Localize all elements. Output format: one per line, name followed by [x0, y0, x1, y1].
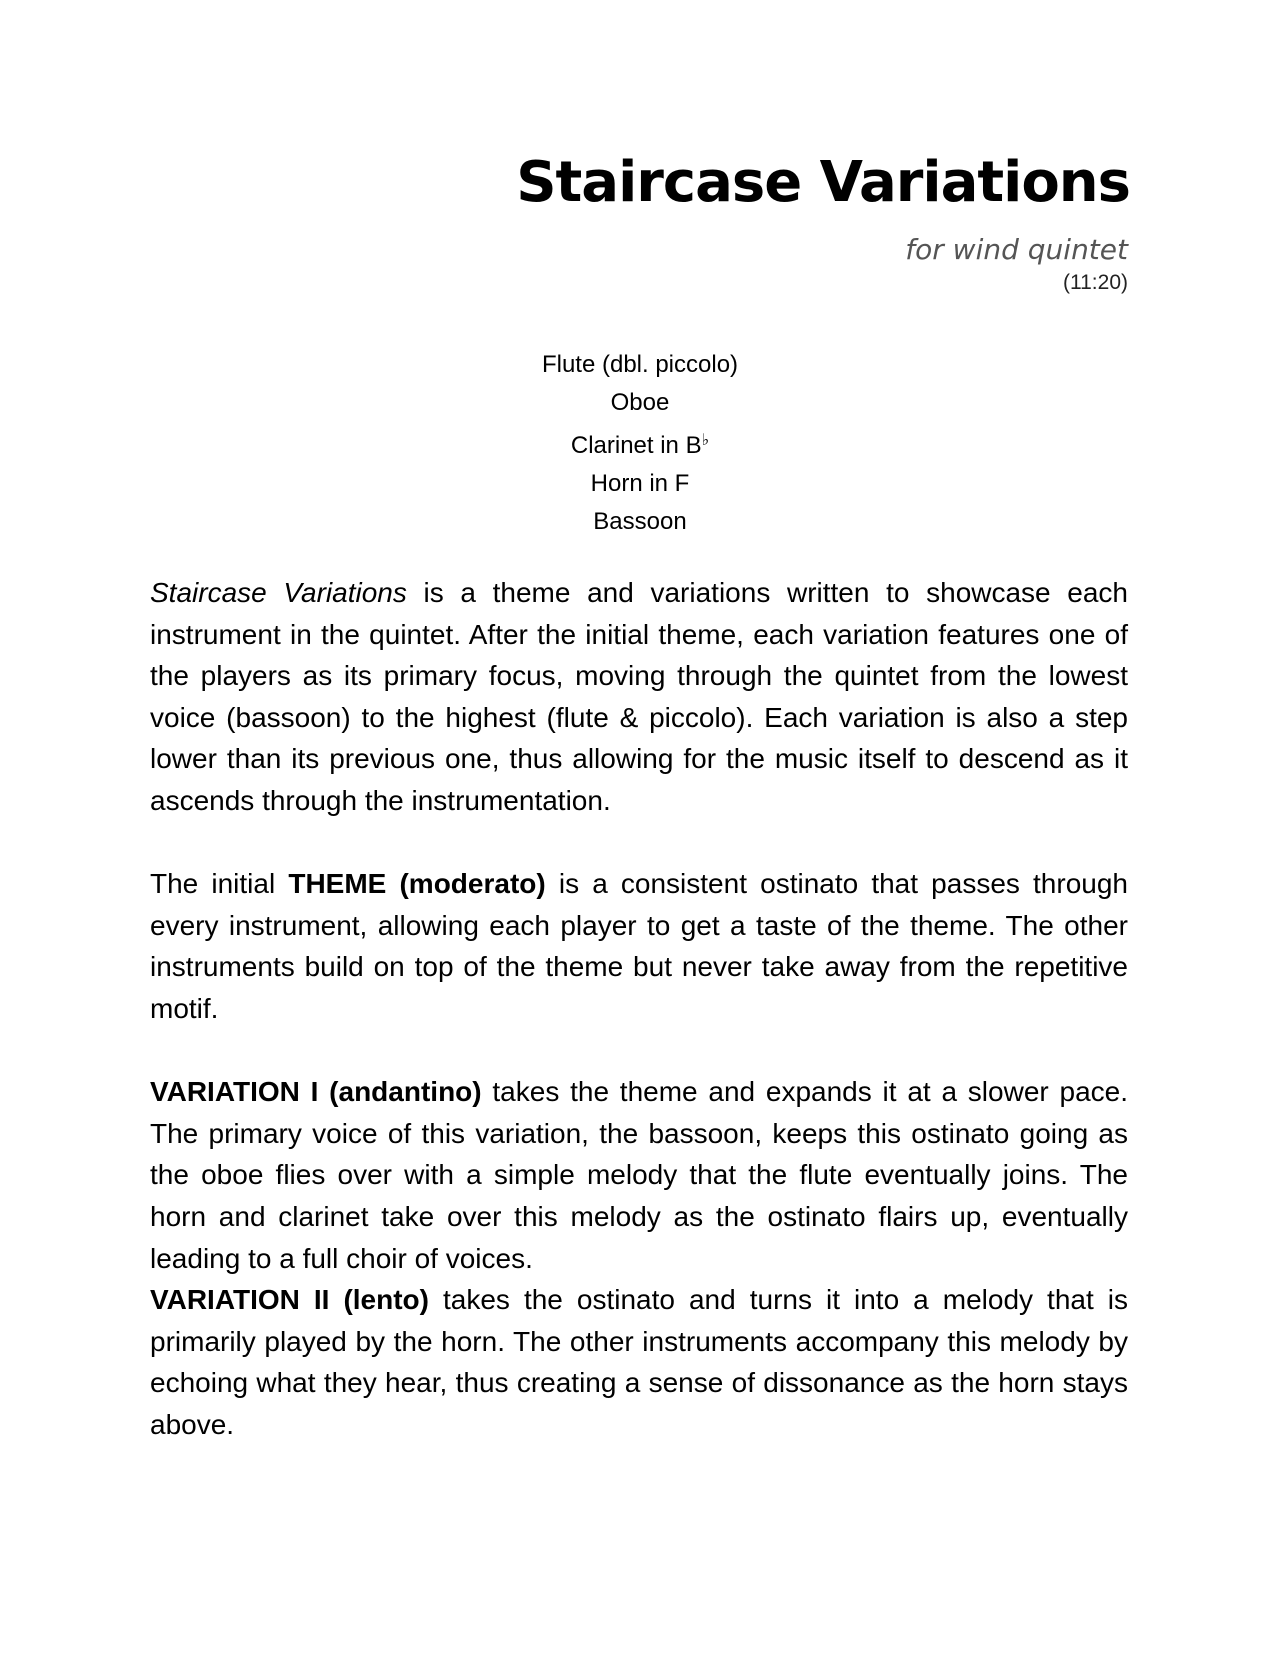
subtitle: for wind quintet — [905, 233, 1128, 266]
instrument-oboe: Oboe — [610, 389, 670, 416]
instrument-list — [0, 346, 1280, 541]
duration: (11:20) — [1063, 271, 1128, 294]
page-title: Staircase Variations — [516, 150, 1130, 215]
instrument-clarinet — [0, 422, 1280, 465]
paragraph-intro-text: is a theme and variations written to showcase each instrument in the quintet. After the initial theme, each variation features one of the players as its primary focus, moving through the quintet from the lowest voice (bassoon) to the highest (flute & piccolo). Each variation is also a step lower than its previous one, thus allowing for the music itself to descend as it ascends through the instrumentation. — [150, 577, 1129, 816]
work-title-ref: Staircase Variations — [150, 577, 407, 608]
paragraph-variation-1-text: takes the theme and expands it at a slower pace. The primary voice of this variation, the bassoon, keeps this ostinato going as the oboe flies over with a simple melody that the flute eventually joins. The horn and clarinet take over this melody as the ostinato flairs up, eventually leading to a full choir of voices. — [150, 1076, 1128, 1274]
theme-heading: THEME (moderato) — [288, 868, 546, 900]
paragraph-theme-text: is a consistent ostinato that passes through every instrument, allowing each player to get a taste of the theme. The other instruments build on top of the theme but never take away from the repetitive motif. — [150, 868, 1128, 1024]
paragraph-variation-2 — [150, 1279, 1128, 1445]
paragraph-theme — [150, 863, 1128, 1029]
instrument-clarinet-label: Clarinet in B — [570, 432, 702, 459]
paragraph-theme-pre: The initial — [150, 868, 289, 900]
variation-1-heading: VARIATION I (andantino) — [150, 1076, 482, 1108]
paragraph-variation-2-text: takes the ostinato and turns it into a melody that is primarily played by the horn. The other instruments accompany this melody by echoing what they hear, thus creating a sense of dissonance as the horn stays above. — [150, 1284, 1128, 1440]
instrument-flute: Flute (dbl. piccolo) — [541, 351, 739, 378]
flat-symbol: ♭ — [701, 432, 710, 449]
program-notes — [150, 572, 1128, 1445]
instrument-bassoon: Bassoon — [593, 508, 687, 535]
instrument-horn: Horn in F — [590, 470, 690, 497]
paragraph-variation-1 — [150, 1071, 1128, 1279]
variation-2-heading: VARIATION II (lento) — [150, 1284, 429, 1316]
paragraph-intro — [150, 572, 1128, 822]
